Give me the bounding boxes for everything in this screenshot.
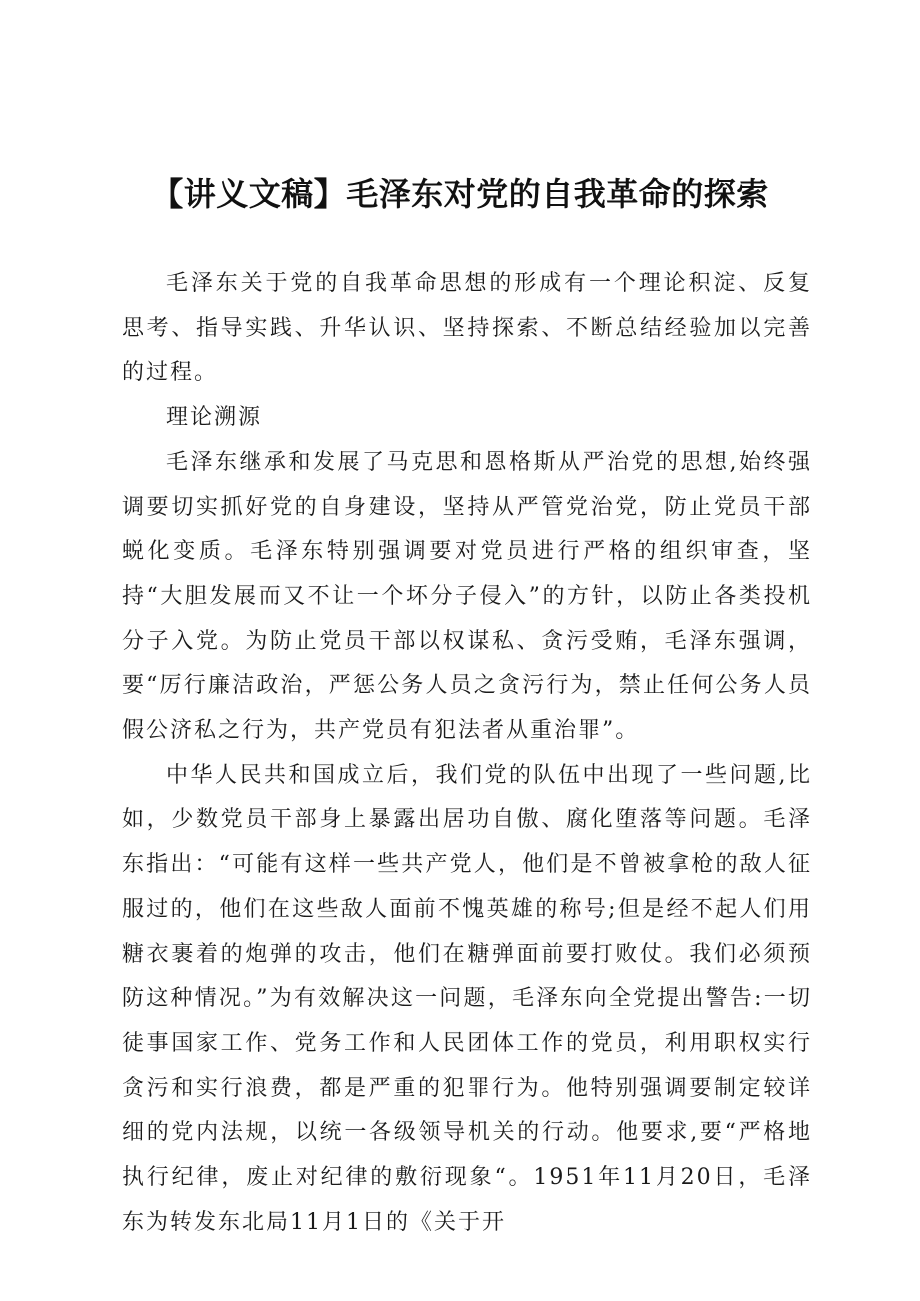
body-paragraph: 毛泽东继承和发展了马克思和恩格斯从严治党的思想,始终强调要切实抓好党的自身建设，坚持从严管党治党，防止党员干部蜕化变质。毛泽东特别强调要对党员进行严格的组织审查，坚持“大胆发展而又不让一个坏分子侵入”的方针，以防止各类投机分子入党。为防止党员干部以权谋私、贪污受贿，毛泽东强调，要“厉行廉洁政治，严惩公务人员之贪污行为，禁止任何公务人员假公济私之行为，共产党员有犯法者从重治罪”。 [122, 449, 812, 744]
section-heading: 理论溯源 [166, 405, 263, 431]
document-body [122, 262, 812, 1245]
body-paragraph: 中华人民共和国成立后，我们党的队伍中出现了一些问题,比如，少数党员干部身上暴露出居功自傲、腐化堕落等问题。毛泽东指出：“可能有这样一些共产党人，他们是不曾被拿枪的敌人征服过的，他们在这些敌人面前不愧英雄的称号;但是经不起人们用糖衣裹着的炮弹的攻击，他们在糖弹面前要打败仗。我们必须预防这种情况。”为有效解决这一问题，毛泽东向全党提出警告:一切徒事国家工作、党务工作和人民团体工作的党员，利用职权实行贪污和实行浪费，都是严重的犯罪行为。他特别强调要制定较详细的党内法规，以统一各级领导机关的行动。他要求,要“严格地执行纪律，废止对纪律的敷衍现象“。1951年11月20日，毛泽东为转发东北局11月1日的《关于开 [122, 762, 812, 1235]
intro-paragraph: 毛泽东关于党的自我革命思想的形成有一个理论积淀、反复思考、指导实践、升华认识、坚持探索、不断总结经验加以完善的过程。 [122, 271, 812, 386]
document-title: 【讲义文稿】毛泽东对党的自我革命的探索 [151, 175, 769, 213]
